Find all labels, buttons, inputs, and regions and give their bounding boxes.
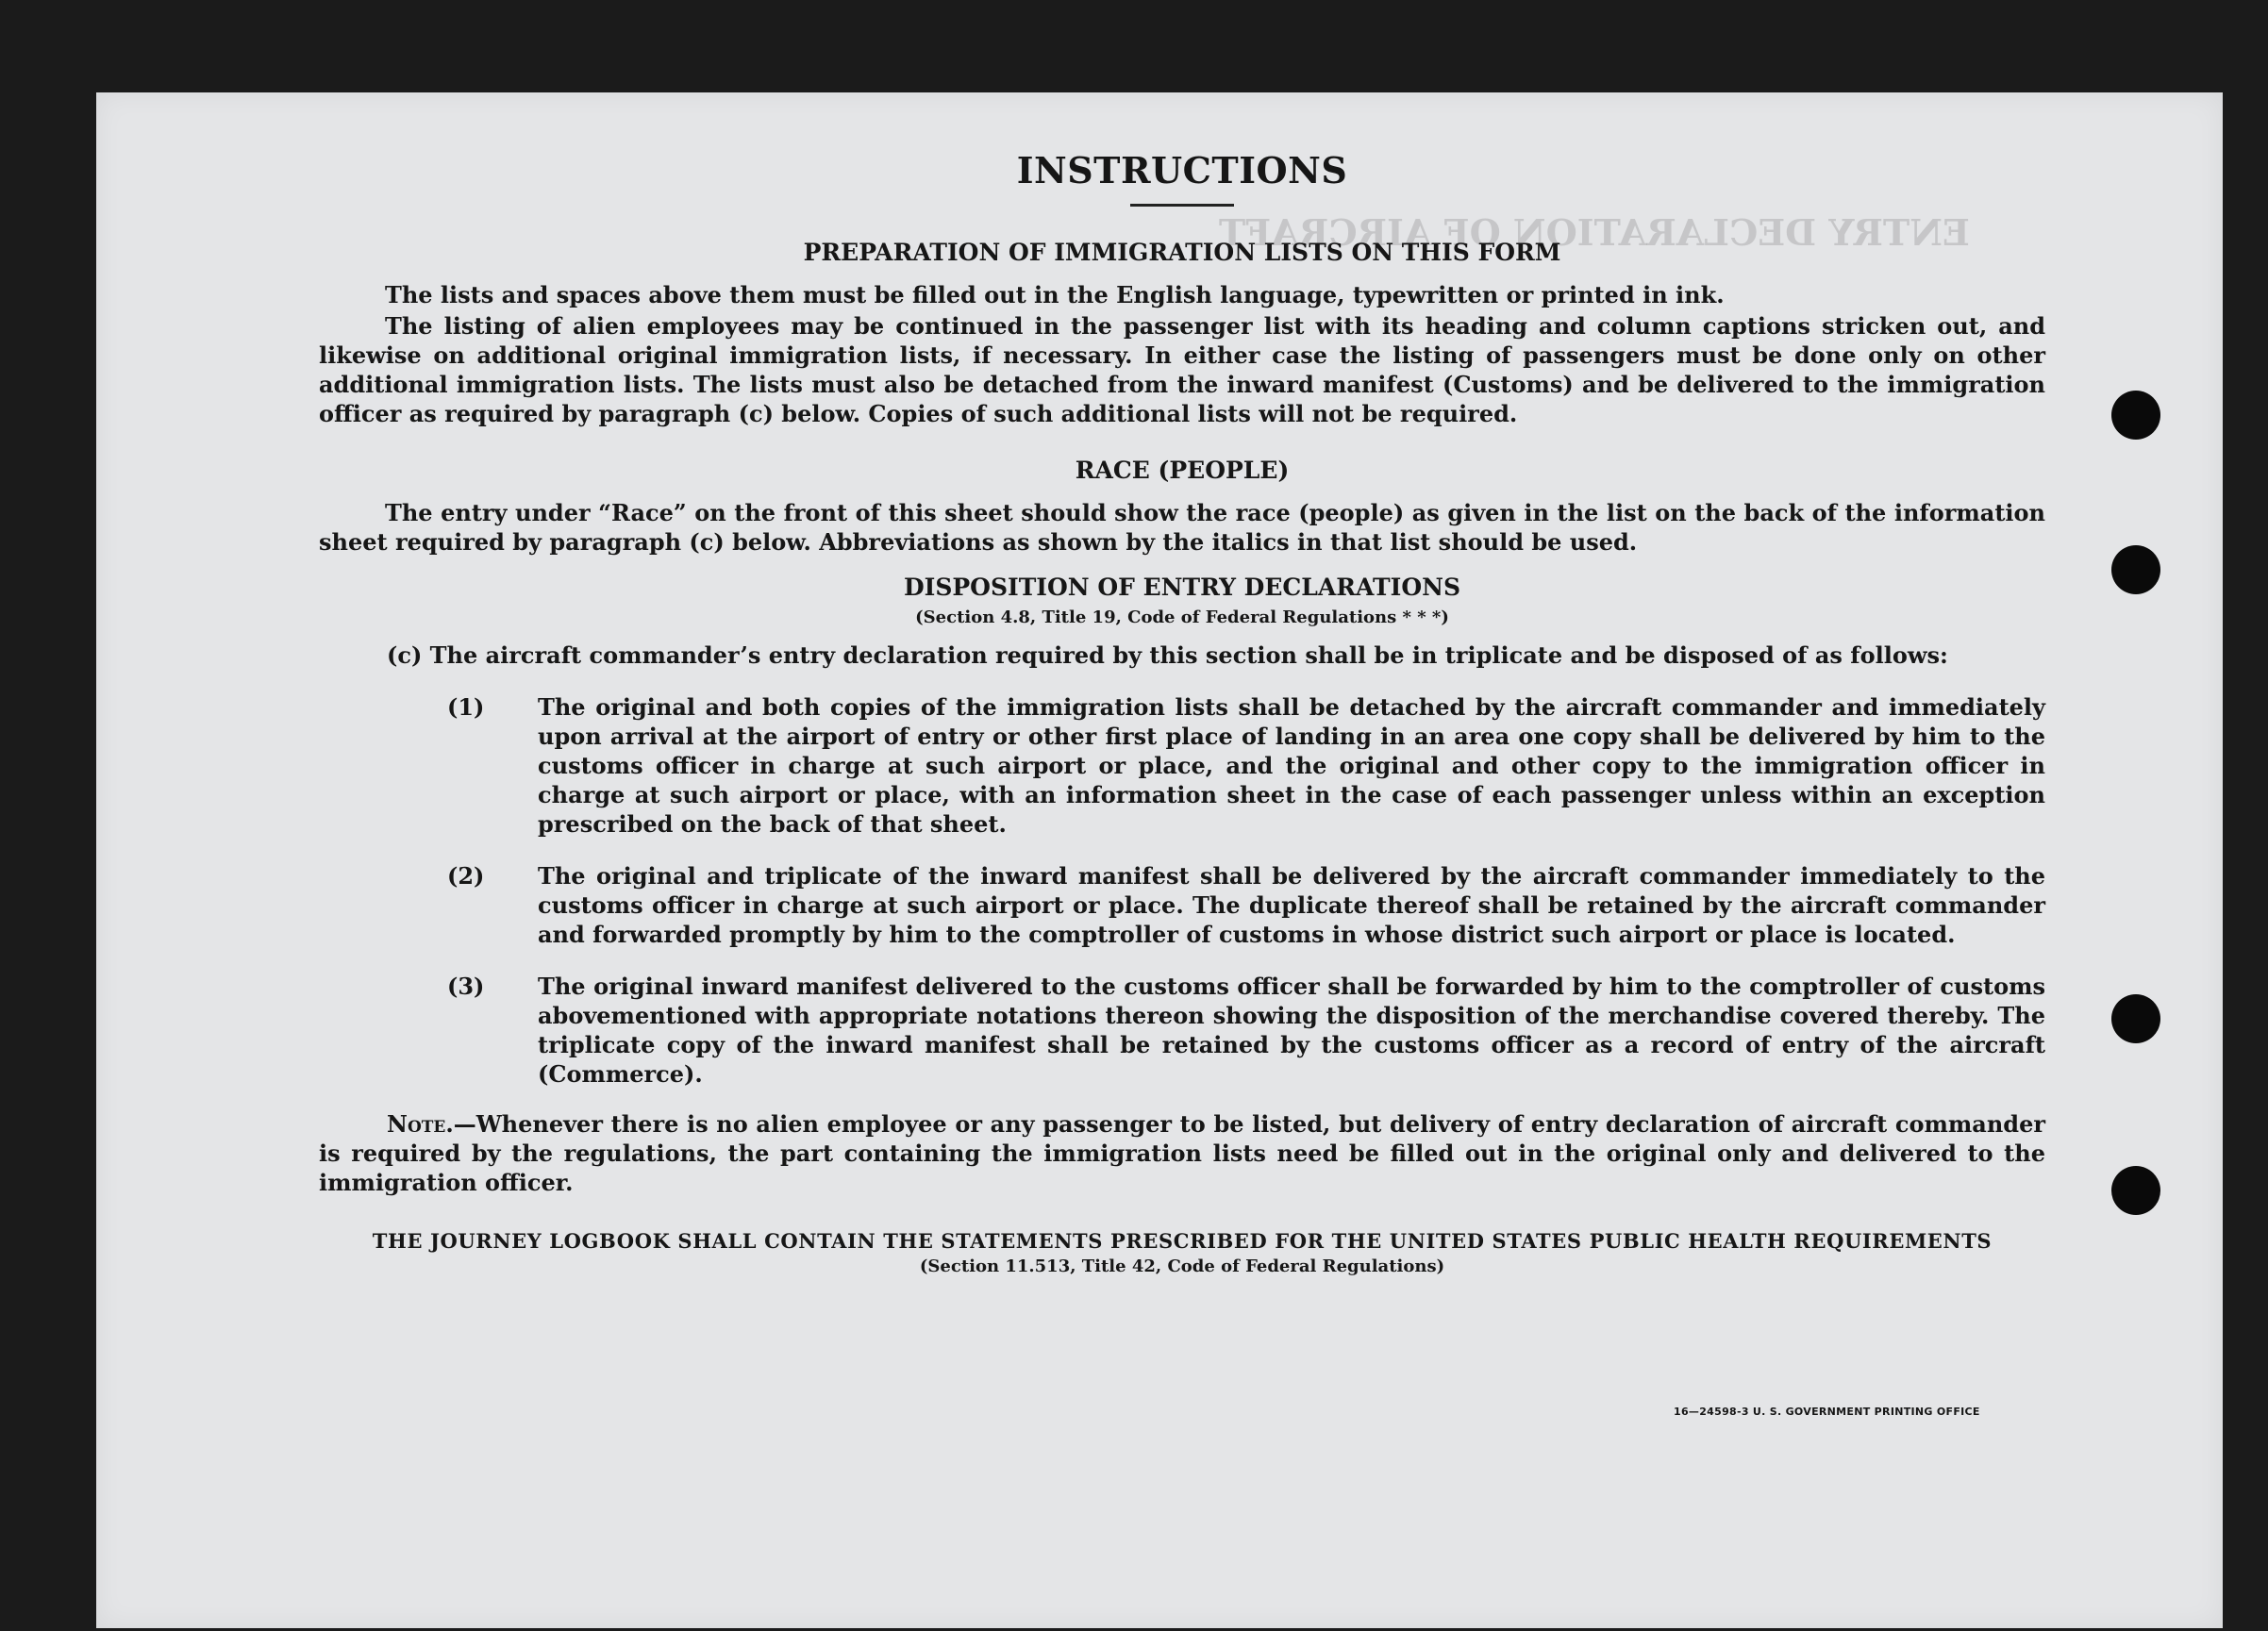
journey-heading: THE JOURNEY LOGBOOK SHALL CONTAIN THE STATEMENTS PRESCRIBED FOR THE UNITED STATES PUBLIC HEALTH REQUIREMENTS <box>372 1228 1993 1253</box>
disposition-heading: DISPOSITION OF ENTRY DECLARATIONS <box>903 573 1461 601</box>
note-text: —Whenever there is no alien employee or any passenger to be listed, but delivery of entry declaration of aircraft commander is required by the regulations, the part containing the immigration lists need be filled out in the original only and delivered to the immigration officer. <box>319 1109 2045 1196</box>
form-sheet <box>96 92 2223 1628</box>
item-text: The original and triplicate of the inward manifest shall be delivered by the aircraft commander immediately to the customs officer in charge at such airport or place. The duplicate thereof shall be retained by the aircraft commander and forwarded promptly by him to the comptroller of customs in whose district such airport or place is located. <box>538 861 2045 948</box>
disposition-item-1 <box>319 692 2045 839</box>
punch-hole-3 <box>2111 994 2160 1043</box>
disposition-item-2 <box>319 861 2045 949</box>
race-paragraph: The entry under “Race” on the front of this sheet should show the race (people) as given in the list on the back of the information sheet required by paragraph (c) below. Abbreviations as shown by the italics in that list should be used. <box>319 498 2045 556</box>
preparation-heading: PREPARATION OF IMMIGRATION LISTS ON THIS FORM <box>803 238 1561 266</box>
punch-hole-4 <box>2111 1166 2160 1215</box>
note-label: Note. <box>387 1109 454 1138</box>
punch-hole-1 <box>2111 391 2160 440</box>
bleed-through-text: ENTRY DECLARATION OF AIRCRAFT <box>1219 211 1970 254</box>
disposition-item-3 <box>319 972 2045 1089</box>
page-title: INSTRUCTIONS <box>1016 149 1348 191</box>
punch-hole-2 <box>2111 545 2160 594</box>
item-number: (1) <box>447 692 485 721</box>
preparation-paragraph-2: The listing of alien employees may be continued in the passenger list with its heading and column captions stricken out, and likewise on additional original immigration lists, if necessary. In either case the listing of passengers must be done only on other additional immigration lists. The lists must also be detached from the inward manifest (Customs) and be delivered to the immigration officer as required by paragraph (c) below. Copies of such additional lists will not be required. <box>319 311 2045 427</box>
race-heading: RACE (PEOPLE) <box>1075 456 1290 484</box>
item-number: (3) <box>447 972 485 1000</box>
printer-mark: 16—24598-3 U. S. GOVERNMENT PRINTING OFFICE <box>1674 1406 1980 1418</box>
title-rule <box>1130 204 1234 207</box>
preparation-paragraph-1: The lists and spaces above them must be filled out in the English language, typewritten or printed in ink. <box>385 280 1725 308</box>
item-number: (2) <box>447 861 485 890</box>
disposition-subheading: (Section 4.8, Title 19, Code of Federal Regulations * * *) <box>915 607 1449 627</box>
journey-subheading: (Section 11.513, Title 42, Code of Federal Regulations) <box>919 1256 1445 1276</box>
instructions-content <box>319 151 2045 1276</box>
item-text: The original inward manifest delivered to the customs officer shall be forwarded by him to the comptroller of customs abovementioned with appropriate notations thereon showing the disposition of the merchandise covered thereby. The triplicate copy of the inward manifest shall be retained by the customs officer as a record of entry of the aircraft (Commerce). <box>538 972 2045 1088</box>
disposition-intro: (c) The aircraft commander’s entry declaration required by this section shall be in triplicate and be disposed of as follows: <box>387 641 1948 669</box>
note-paragraph <box>319 1109 2045 1197</box>
item-text: The original and both copies of the immigration lists shall be detached by the aircraft commander and immediately upon arrival at the airport of entry or other first place of landing in an area one copy shall be delivered by him to the customs officer in charge at such airport or place, and the original and other copy to the immigration officer in charge at such airport or place, with an information sheet in the case of each passenger unless within an exception prescribed on the back of that sheet. <box>538 692 2045 838</box>
